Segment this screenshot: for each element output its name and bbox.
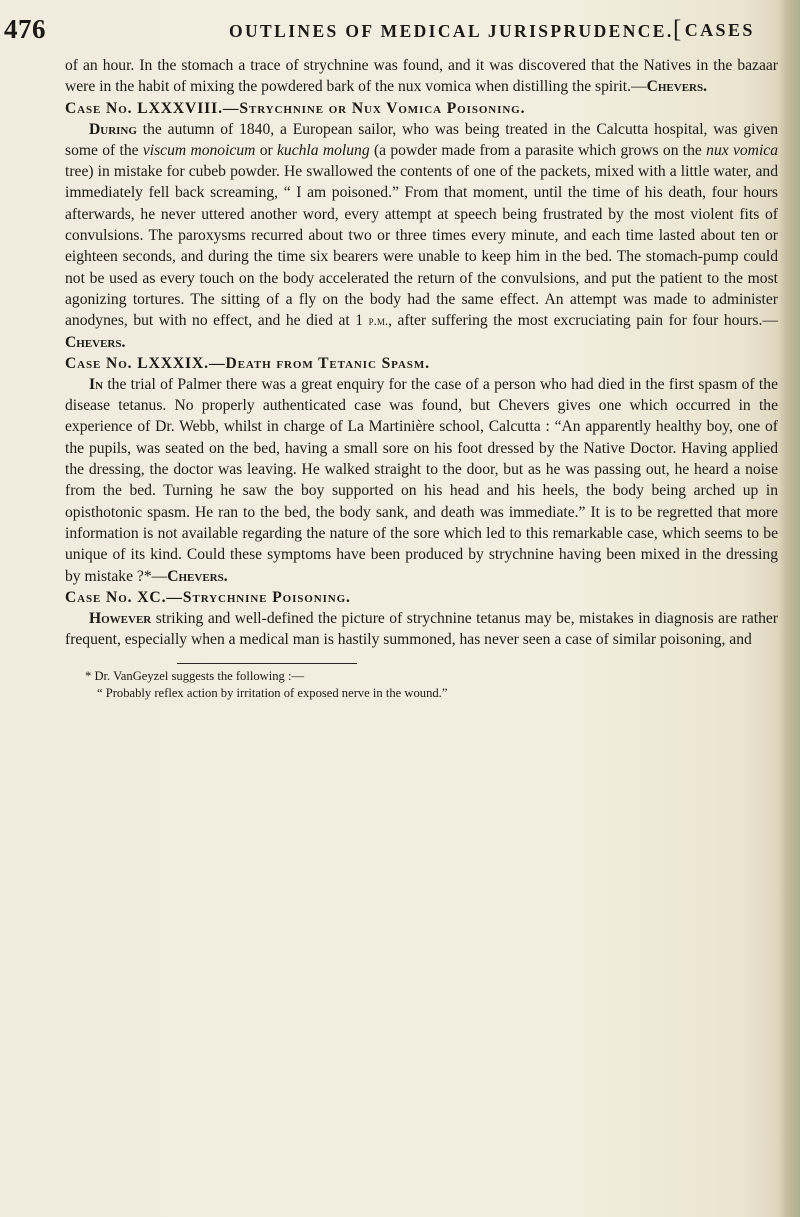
open-bracket-glyph: [ xyxy=(673,16,684,43)
case-88-paragraph xyxy=(65,119,778,353)
italic-term: viscum monoicum xyxy=(142,141,256,159)
running-header xyxy=(0,14,790,44)
case-heading-88: Case No. LXXXVIII.—Strychnine or Nux Vomica Poisoning. xyxy=(65,99,526,117)
paragraph-text: striking and well-defined the picture of strychnine tetanus may be, mistakes in diagnosis are rather frequent, especially when a medical man is hastily summoned, has never seen a case of similar poisoning, and xyxy=(65,609,778,649)
lead-word: In xyxy=(89,375,104,393)
footnote-line-1: * Dr. VanGeyzel suggests the following :— xyxy=(85,669,305,684)
paragraph-text: of an hour. In the stomach a trace of strychnine was found, and it was discovered that the Natives in the bazaar were in the habit of mixing the powdered bark of the nux vomica when distilling the spirit.— xyxy=(65,57,778,96)
running-title: OUTLINES OF MEDICAL JURISPRUDENCE. xyxy=(229,21,674,41)
footnote xyxy=(85,668,778,702)
section-title xyxy=(673,15,755,43)
italic-term: nux vomica xyxy=(706,141,778,159)
paragraph-text: , after suffering the most excruciating pain for four hours.— xyxy=(388,312,778,330)
page-edge-shadow xyxy=(778,0,800,1217)
paragraph-text: tree) in mistake for cubeb powder. He swallowed the contents of one of the packets, mixed with a little water, and immediately fell back screaming, “ I am poisoned.” From that moment, until the time of his death, four hours afterwards, he never uttered another word, every attempt at speech being frustrated by the most violent fits of convulsions. The paroxysms recurred about two or three times every minute, and each time lasted about ten or eighteen seconds, and during the time six bearers were unable to keep him in the bed. The stomach-pump could not be used as every touch on the body accelerated the return of the convulsions, and put the patient to the most agonizing tortures. The sitting of a fly on the body had the same effect. An attempt was made to administer anodynes, but with no effect, and he died at 1 xyxy=(65,163,778,330)
case-89-paragraph xyxy=(65,374,778,587)
paragraph-text: the autumn of 1840, a European sailor, who was being treated in the Calcutta hospital, was given some of the xyxy=(65,120,778,159)
paragraph-text: or xyxy=(255,141,277,159)
section-label: CASES xyxy=(684,20,755,40)
lead-word: However xyxy=(89,609,152,627)
footnote-rule xyxy=(177,663,357,664)
case-90-paragraph xyxy=(65,608,778,651)
case-heading-89: Case No. LXXXIX.—Death from Tetanic Spasm. xyxy=(65,354,430,372)
page-body xyxy=(65,55,778,702)
italic-term: kuchla molung xyxy=(277,141,370,159)
time-abbrev: p.m. xyxy=(368,313,389,329)
source-citation: Chevers. xyxy=(167,567,228,585)
source-citation: Chevers. xyxy=(65,333,126,351)
source-citation: Chevers. xyxy=(646,78,708,96)
paragraph-text: (a powder made from a parasite which grows on the xyxy=(369,141,707,159)
lead-word: During xyxy=(89,120,137,138)
paragraph-continuation xyxy=(65,55,778,98)
paragraph-text: the trial of Palmer there was a great enquiry for the case of a person who had died in the first spasm of the disease tetanus. No properly authenticated case was found, but Chevers gives one which occurred in the experience of Dr. Webb, whilst in charge of La Martinière school, Calcutta : “An apparently healthy boy, one of the pupils, was seated on the bed, having a small sore on his foot dressed by the Native Doctor. Having applied the dressing, the doctor was leaving. He walked straight to the door, but as he was passing out, he heard a noise from the bed. Turning he saw the boy supported on his head and his heels, the body being arched up in opisthotonic spasm. He ran to the bed, the body sank, and death was immediate.” It is to be regretted that more information is not available regarding the nature of the sore which led to this remarkable case, which seems to be unique of its kind. Could these symptoms have been produced by strychnine having been mixed in the dressing by mistake ?*— xyxy=(65,375,778,585)
case-heading-90: Case No. XC.—Strychnine Poisoning. xyxy=(65,588,351,606)
page-number: 476 xyxy=(4,14,46,44)
footnote-line-2: “ Probably reflex action by irritation of exposed nerve in the wound.” xyxy=(97,686,448,701)
